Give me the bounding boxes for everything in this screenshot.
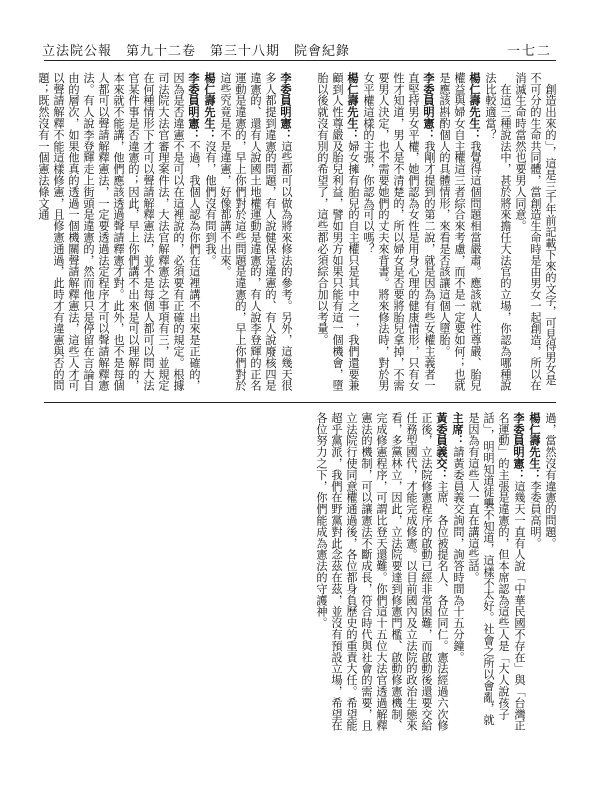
- speaker-label: 李委員明憲：: [279, 72, 293, 141]
- speaker-label: 楊仁壽先生：: [468, 72, 482, 141]
- block-divider: [44, 402, 556, 403]
- paragraph-text: 過，當然沒有違憲的問題。: [544, 412, 557, 549]
- speaker-label: 楊仁壽先生：: [346, 72, 360, 141]
- paragraph-text: 請黃委員義交詢問，詢答時間為十五分鐘。: [452, 446, 465, 663]
- paragraph-text: 婦女擁有胎兒的自主權只是其中之一，我們還要兼顧到人性尊嚴及胎兒利益，譬如男方如果只能有這一個機會，墮胎以後就沒有別的希望了，這些都必須綜合加以考量。: [316, 72, 360, 392]
- paragraph: [361, 72, 437, 394]
- paragraph-text: 在這三種說法中，甚於將來擔任大法官的立場，你認為哪種說法比較適當？: [484, 72, 512, 392]
- text-column-block-right: [300, 72, 558, 394]
- paragraph-text: 這些都可以做為將來修法的參考。另外，這幾天很多人都提到違憲的問題，有人說健保是違憲的、有人說廢核四是違憲的、還有人說國土地權運動是違憲的，有人說李登輝的正名運動是違憲的，早上你們對於這些問題是違憲的，早上你們對於這些究竟是不是違憲，好像都講不出來。: [219, 72, 293, 392]
- paragraph-text: 李委員高明。: [529, 480, 542, 549]
- speaker-label: 楊仁壽先生：: [528, 412, 542, 481]
- gazette-title: 立法院公報 第九十二卷 第三十八期 院會紀錄: [42, 44, 351, 59]
- speaker-label: 李委員明憲：: [187, 72, 201, 141]
- paragraph-text: 不過，我個人認為你們在這裡講不出來是正確的，因為是否違憲不是可以在這裡說的，必須要有正確的規定。根據司法院大法官審理案件法，大法官解釋憲法之事項有三，並規定在何種情形下才可以聲請解釋憲法，並不是每個人都可以問大法官某件事是否違憲的；因此，早上你們講不出來是可以理解的，本來就不能講，他們應該透過聲請釋憲才對。此外，也不是每個人都可以聲請解釋憲法，一定要透過法定程序才可以聲請解釋憲法。有人說李登輝走上街頭是違憲的，然而他只是停留在言論自由的層次，如果他真的透過一個機關聲請解釋憲法，這些人才可以聲請解釋不能這樣修憲，且修憲通過，此時才有違憲與否的問題；既然沒有一個憲法條文通: [37, 72, 201, 392]
- page-number: 一七二: [506, 44, 552, 59]
- paragraph: [202, 72, 218, 394]
- paragraph-text: 我剛才提到的第二說，就是因為有些女權主義者一直堅持男女平權，她們認為女性是用身心理的健康情形，只有女性才知道，男人是不清楚的，所以婦女是否要將胎兒拿掉，不需要男人決定，也不需要她們的丈夫來背書。將來修法時，對於男女平權這樣的主張，你認為可以嗎？: [362, 72, 436, 392]
- paragraph: [218, 72, 294, 394]
- paragraph: [315, 72, 361, 394]
- speaker-label: 主席：: [451, 412, 465, 447]
- page-header: [42, 40, 558, 60]
- text-column-block-left: [44, 412, 558, 732]
- paragraph-text: 我覺得這個問題相當嚴肅。應該就人性尊嚴、胎兒權益與婦女自主權這三者綜合來考慮，而不是一定要如何；也就是應該斟酌個人的具體情形，來看是否該讓這個人墮胎。: [438, 72, 482, 392]
- header-rule: [44, 60, 556, 61]
- paragraph-text: 創造出來的」，這是三千年前記載下來的文字，可見得男女是不可分的生命共同體，當創造生命時是由男女一起創造，所以在消滅生命時當然也要男人同意。: [514, 72, 557, 392]
- paragraph: [437, 72, 483, 394]
- paragraph: [543, 412, 558, 732]
- paragraph: [466, 412, 527, 732]
- paragraph: [513, 72, 558, 394]
- speaker-label: 楊仁壽先生：: [203, 72, 217, 141]
- speaker-label: 黃委員義交：: [435, 412, 449, 481]
- paragraph: [36, 72, 202, 394]
- paragraph-text: 這幾天一直有人說「中華民國不存在」與「台灣正名運動」的主張是違憲的，但本席認為這些人是「大人說孩子話」，明明知道徒襲不知道，這樣不太好。社會之所以會亂，就是因為有這些人一直在講這些話。: [467, 412, 526, 732]
- text-column-block-middle: [37, 72, 294, 394]
- paragraph: [450, 412, 466, 732]
- paragraph: [527, 412, 543, 732]
- paragraph-text: 沒有，他們沒有問到我。: [204, 140, 217, 266]
- speaker-label: 李委員明憲：: [422, 72, 436, 141]
- speaker-label: 李委員明憲：: [512, 412, 526, 481]
- paragraph: [314, 412, 450, 732]
- paragraph: [483, 72, 513, 394]
- paragraph-text: 主席、各位被提名人、各位同仁。憲法經過六次修正後，立法院修憲程序的啟動已經非常困難，而啟動後還要交給任務型國代，才能完成修憲。以目前國內及立法院的政治生態來看，多黨林立，因此，立法院要達到修憲門檻、啟動修憲機制、完成修憲程序，可謂比登天還難。你們這十五位大法官透過解釋憲法的機制，可以讓憲法不斷成長，符合時代與社會的需要，且立法院行使同意權通過後，各位都身負歷史的重責大任。希望能超乎黨派，我們在野黨對此念茲在茲，並沒有預設立場，希望在各位努力之下，你們能成為憲法的守護神。: [315, 412, 449, 732]
